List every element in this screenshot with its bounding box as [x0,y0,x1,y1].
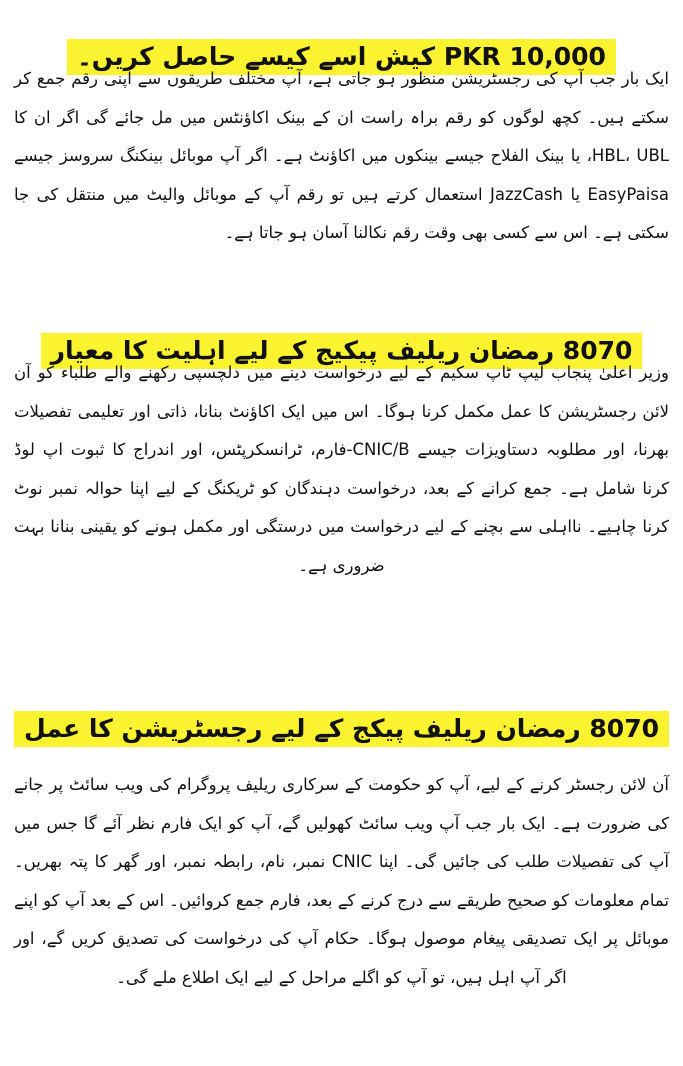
section-3-heading-wrap [14,690,669,743]
section-2-heading-wrap [14,312,669,365]
section-3-paragraph: آن لائن رجسٹر کرنے کے لیے، آپ کو حکومت کے سرکاری ریلیف پروگرام کی ویب سائٹ پر جانے کی ضرورت ہے۔ ایک بار جب آپ ویب سائٹ کھولیں گے، آپ کو ایک فارم نظر آئے گا جس میں آپ کی تفصیلات طلب کی جائیں گی۔ اپنا CNIC نمبر، نام، رابطہ نمبر، اور گھر کا پتہ بھریں۔ تمام معلومات کو صحیح طریقے سے درج کرنے کے بعد، فارم جمع کروائیں۔ اس کے بعد آپ کو اپنے موبائل پر ایک تصدیقی پیغام موصول ہوگا۔ حکام آپ کی درخواست کی تصدیق کریں گے، اور اگر آپ اہل ہیں، تو آپ کو اگلے مراحل کے لیے ایک اطلاع ملے گی۔ [14,775,670,987]
section-2-heading: 8070 رمضان ریلیف پیکیج کے لیے اہلیت کا معیار [41,333,643,369]
section-1-heading: PKR 10,000 کیش اسے کیسے حاصل کریں۔ [67,39,616,75]
section-1-heading-wrap [14,18,669,71]
section-1-paragraph: ایک بار جب آپ کی رجسٹریشن منظور ہو جاتی ہے، آپ مختلف طریقوں سے اپنی رقم جمع کر سکتے ہیں۔ کچھ لوگوں کو رقم براہ راست ان کے بینک اکاؤنٹس میں مل جائے گی اگر ان کا HBL، UBL، یا بینک الفلاح جیسے بینکوں میں اکاؤنٹ ہے۔ اگر آپ موبائل بینکنگ سروسز جیسے EasyPaisa یا JazzCash استعمال کرتے ہیں تو رقم آپ کے موبائل والیٹ میں منتقل کی جا سکتی ہے۔ اس سے کسی بھی وقت رقم نکالنا آسان ہو جاتا ہے۔ [14,69,669,242]
section-3-heading: 8070 رمضان ریلیف پیکج کے لیے رجسٹریشن کا عمل [14,711,669,747]
section-2-paragraph: وزیر اعلیٰ پنجاب لیپ ٹاپ سکیم کے لیے درخواست دینے میں دلچسپی رکھنے والے طلباء کو آن لائن رجسٹریشن کا عمل مکمل کرنا ہوگا۔ اس میں ایک اکاؤنٹ بنانا، ذاتی اور تعلیمی تفصیلات بھرنا، اور مطلوبہ دستاویزات جیسے CNIC/B-فارم، ٹرانسکرپٹس، اور اندراج کا ثبوت اپ لوڈ کرنا شامل ہے۔ جمع کرانے کے بعد، درخواست دہندگان کو ٹریکنگ کے لیے اپنا حوالہ نمبر نوٹ کرنا چاہیے۔ نااہلی سے بچنے کے لیے درخواست میں درستگی اور مکمل ہونے کو یقینی بنانا بہت ضروری ہے۔ [14,363,670,575]
